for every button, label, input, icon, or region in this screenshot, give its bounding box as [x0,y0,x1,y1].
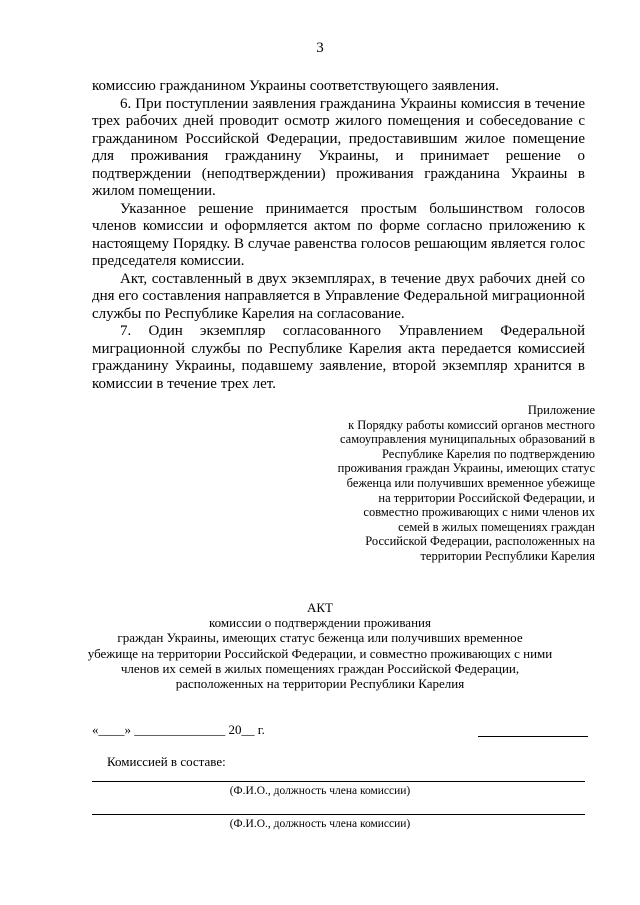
act-heading [0,600,640,691]
appendix-line: к Порядку работы комиссий органов местного [348,417,595,432]
paragraph: Акт, составленный в двух экземплярах, в течение двух рабочих дней со дня его составления направляется в Управление Федеральной миграционной службы по Республике Карелия на согласование. [92,270,585,322]
appendix-line: самоуправления муниципальных образований в [339,432,595,447]
appendix-line: беженца или получивших временное убежище [346,475,595,490]
date-field: «____» ______________ 20__ г. [92,722,265,737]
act-title: АКТ [307,600,333,615]
appendix-line: территории Республики Карелия [420,548,595,563]
member-caption: (Ф.И.О., должность члена комиссии) [229,785,411,797]
paragraph: 6. При поступлении заявления гражданина Украины комиссия в течение трех рабочих дней проводит осмотр жилого помещения и собеседование с гражданином Российской Федерации, предоставившим жилое помещение для проживания гражданину Украины, и принимает решение о подтверждении (неподтверждении) проживания гражданина Украины в жилом помещении. [92,95,585,199]
act-subtitle-line: членов их семей в жилых помещениях граждан Российской Федерации, [120,660,520,676]
member-line [92,814,585,815]
appendix-note [315,403,595,564]
composition-label: Комиссией в составе: [107,754,226,769]
act-subtitle-line: расположенных на территории Республики Карелия [175,676,465,692]
paragraph: 7. Один экземпляр согласованного Управлением Федеральной миграционной службы по Республике Карелия акта передается комиссией гражданину Украины, подавшему заявление, второй экземпляр хранится в комиссии в течение трех лет. [92,323,585,392]
member-caption: (Ф.И.О., должность члена комиссии) [229,818,411,830]
paragraph: комиссию гражданином Украины соответствующего заявления. [92,78,500,94]
appendix-line: семей в жилых помещениях граждан [398,519,595,534]
signature-line [478,736,588,737]
act-subtitle-line: граждан Украины, имеющих статус беженца или получивших временное [117,630,523,646]
appendix-line: Приложение [527,403,595,417]
appendix-line: Российской Федерации, расположенных на [365,534,595,549]
body-text [92,78,585,393]
paragraph: Указанное решение принимается простым большинством голосов членов комиссии и оформляется актом по форме согласно приложению к настоящему Порядку. В случае равенства голосов решающим является голос председателя комиссии. [92,200,585,269]
appendix-line: Республике Карелия по подтверждению [381,446,595,461]
appendix-line: на территории Российской Федерации, и [378,490,595,505]
act-subtitle-line: комиссии о подтверждении проживания [209,615,431,631]
page-number: 3 [316,40,324,56]
member-line [92,781,585,782]
appendix-line: совместно проживающих с ними членов их [363,505,595,520]
act-subtitle-line: убежище на территории Российской Федерации, и совместно проживающих с ними [87,645,553,661]
appendix-line: проживания граждан Украины, имеющих статус [337,461,595,476]
